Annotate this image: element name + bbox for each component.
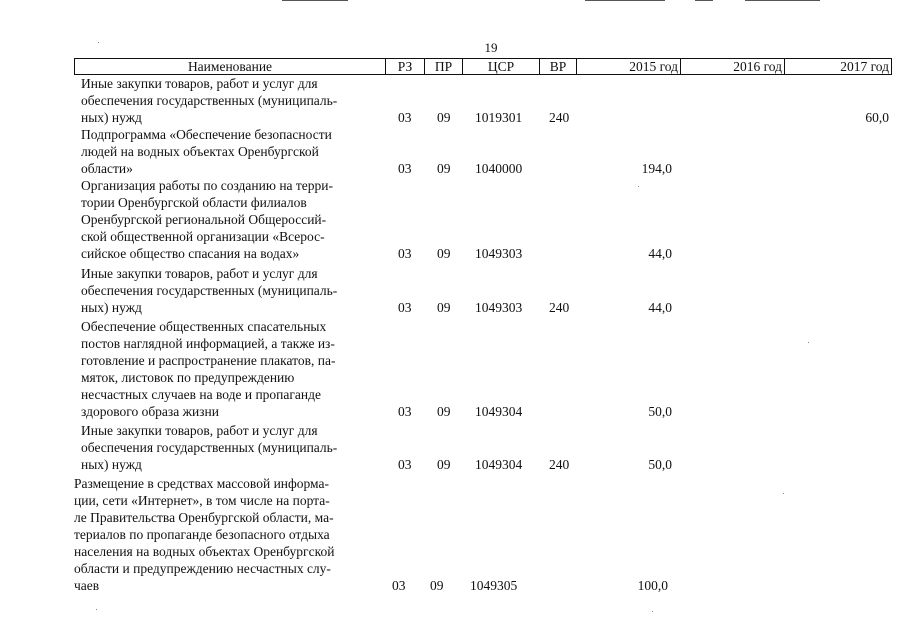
- cell-csr: 1049304: [475, 404, 523, 419]
- scan-edge-mark: [585, 0, 665, 1]
- row-name-line: ных) нужд: [81, 110, 142, 125]
- row-name-line: области»: [81, 161, 133, 176]
- table-row: [0, 126, 905, 177]
- scan-speck: [98, 42, 99, 43]
- row-name: [81, 126, 371, 177]
- row-name-line: Иные закупки товаров, работ и услуг для: [81, 76, 318, 91]
- row-name: [81, 75, 371, 126]
- scan-speck: [96, 609, 97, 610]
- cell-pr: 09: [437, 161, 451, 176]
- cell-csr: 1049304: [475, 457, 523, 472]
- row-name: [81, 265, 371, 316]
- cell-pr: 09: [430, 578, 444, 593]
- scan-edge-mark: [745, 0, 820, 1]
- header-csr: ЦСР: [487, 59, 515, 74]
- header-vr: ВР: [549, 59, 567, 74]
- table-row: [0, 422, 905, 473]
- cell-2017: 60,0: [865, 110, 889, 125]
- row-name: [81, 318, 371, 420]
- cell-csr: 1049303: [475, 300, 523, 315]
- row-name-line: ской общественной организации «Всерос-: [81, 229, 325, 244]
- cell-2015: [600, 109, 672, 126]
- cell-2015: 44,0: [648, 300, 672, 315]
- cell-rz: 03: [392, 578, 406, 593]
- table-row: [0, 318, 905, 420]
- row-name-line: чаев: [74, 578, 100, 593]
- row-name-line: Подпрограмма «Обеспечение безопасности: [81, 127, 332, 142]
- table-row: [0, 265, 905, 316]
- cell-rz: 03: [398, 300, 412, 315]
- header-pr: ПР: [434, 59, 453, 74]
- header-2017: 2017 год: [840, 59, 889, 74]
- scan-edge-mark: [695, 0, 713, 1]
- row-name-line: ле Правительства Оренбургской области, ма-: [74, 510, 334, 525]
- row-name: [81, 422, 371, 473]
- cell-pr: 09: [437, 457, 451, 472]
- row-name-line: готовление и распространение плакатов, па-: [81, 353, 336, 368]
- cell-rz: 03: [398, 110, 412, 125]
- scan-speck: [808, 342, 809, 343]
- cell-rz: 03: [398, 457, 412, 472]
- cell-csr: 1040000: [475, 161, 523, 176]
- cell-2015: 44,0: [648, 246, 672, 261]
- cell-2015: 100,0: [637, 578, 668, 593]
- cell-2015: 50,0: [648, 404, 672, 419]
- header-2015: 2015 год: [629, 59, 678, 74]
- row-name-line: людей на водных объектах Оренбургской: [81, 144, 319, 159]
- row-name-line: несчастных случаев на воде и пропаганде: [81, 387, 321, 402]
- cell-2017: [820, 160, 889, 177]
- row-name-line: ции, сети «Интернет», в том числе на порта-: [74, 493, 330, 508]
- row-name-line: области и предупреждению несчастных слу-: [74, 561, 331, 576]
- cell-2015: 194,0: [641, 161, 672, 176]
- row-name-line: здорового образа жизни: [81, 404, 219, 419]
- table-row: [0, 475, 905, 594]
- table-row: [0, 75, 905, 126]
- cell-vr: 240: [549, 110, 570, 125]
- row-name: [81, 177, 371, 262]
- header-rz: РЗ: [397, 59, 413, 74]
- header-2016: 2016 год: [733, 59, 782, 74]
- row-name-line: Организация работы по созданию на терри-: [81, 178, 334, 193]
- row-name-line: постов наглядной информацией, а также из-: [81, 336, 335, 351]
- row-name-line: Иные закупки товаров, работ и услуг для: [81, 423, 318, 438]
- cell-pr: 09: [437, 404, 451, 419]
- table-header: [74, 58, 892, 75]
- row-name: [74, 475, 364, 594]
- cell-rz: 03: [398, 161, 412, 176]
- row-name-line: тории Оренбургской области филиалов: [81, 195, 307, 210]
- row-name-line: населения на водных объектах Оренбургской: [74, 544, 335, 559]
- scan-speck: [783, 493, 784, 494]
- row-name-line: Обеспечение общественных спасательных: [81, 319, 327, 334]
- cell-pr: 09: [437, 246, 451, 261]
- cell-rz: 03: [398, 404, 412, 419]
- cell-csr: 1019301: [475, 110, 523, 125]
- scan-speck: [638, 186, 639, 187]
- cell-rz: 03: [398, 246, 412, 261]
- row-name-line: Иные закупки товаров, работ и услуг для: [81, 266, 318, 281]
- row-name-line: обеспечения государственных (муниципаль-: [81, 93, 338, 108]
- cell-2017: [820, 299, 889, 316]
- header-name: Наименование: [187, 59, 273, 74]
- cell-2017: [820, 577, 889, 594]
- cell-vr: 240: [549, 300, 570, 315]
- cell-pr: 09: [437, 300, 451, 315]
- row-name-line: обеспечения государственных (муниципаль-: [81, 283, 338, 298]
- row-name-line: Оренбургской региональной Общероссий-: [81, 212, 327, 227]
- cell-csr: 1049305: [470, 578, 518, 593]
- scan-edge-mark: [282, 0, 348, 1]
- cell-2017: [820, 456, 889, 473]
- scan-speck: [652, 611, 653, 612]
- cell-vr: 240: [549, 457, 570, 472]
- cell-2017: [820, 403, 889, 420]
- cell-pr: 09: [437, 110, 451, 125]
- row-name-line: мяток, листовок по предупреждению: [81, 370, 295, 385]
- row-name-line: ных) нужд: [81, 300, 142, 315]
- cell-csr: 1049303: [475, 246, 523, 261]
- cell-2015: 50,0: [648, 457, 672, 472]
- cell-2017: [820, 245, 889, 262]
- header-divider: [891, 58, 892, 75]
- row-name-line: Размещение в средствах массовой информа-: [74, 476, 329, 491]
- row-name-line: териалов по пропаганде безопасного отдыха: [74, 527, 330, 542]
- row-name-line: обеспечения государственных (муниципаль-: [81, 440, 338, 455]
- row-name-line: сийское общество спасания на водах»: [81, 246, 300, 261]
- table-row: [0, 177, 905, 262]
- page-number: 19: [484, 40, 498, 55]
- row-name-line: ных) нужд: [81, 457, 142, 472]
